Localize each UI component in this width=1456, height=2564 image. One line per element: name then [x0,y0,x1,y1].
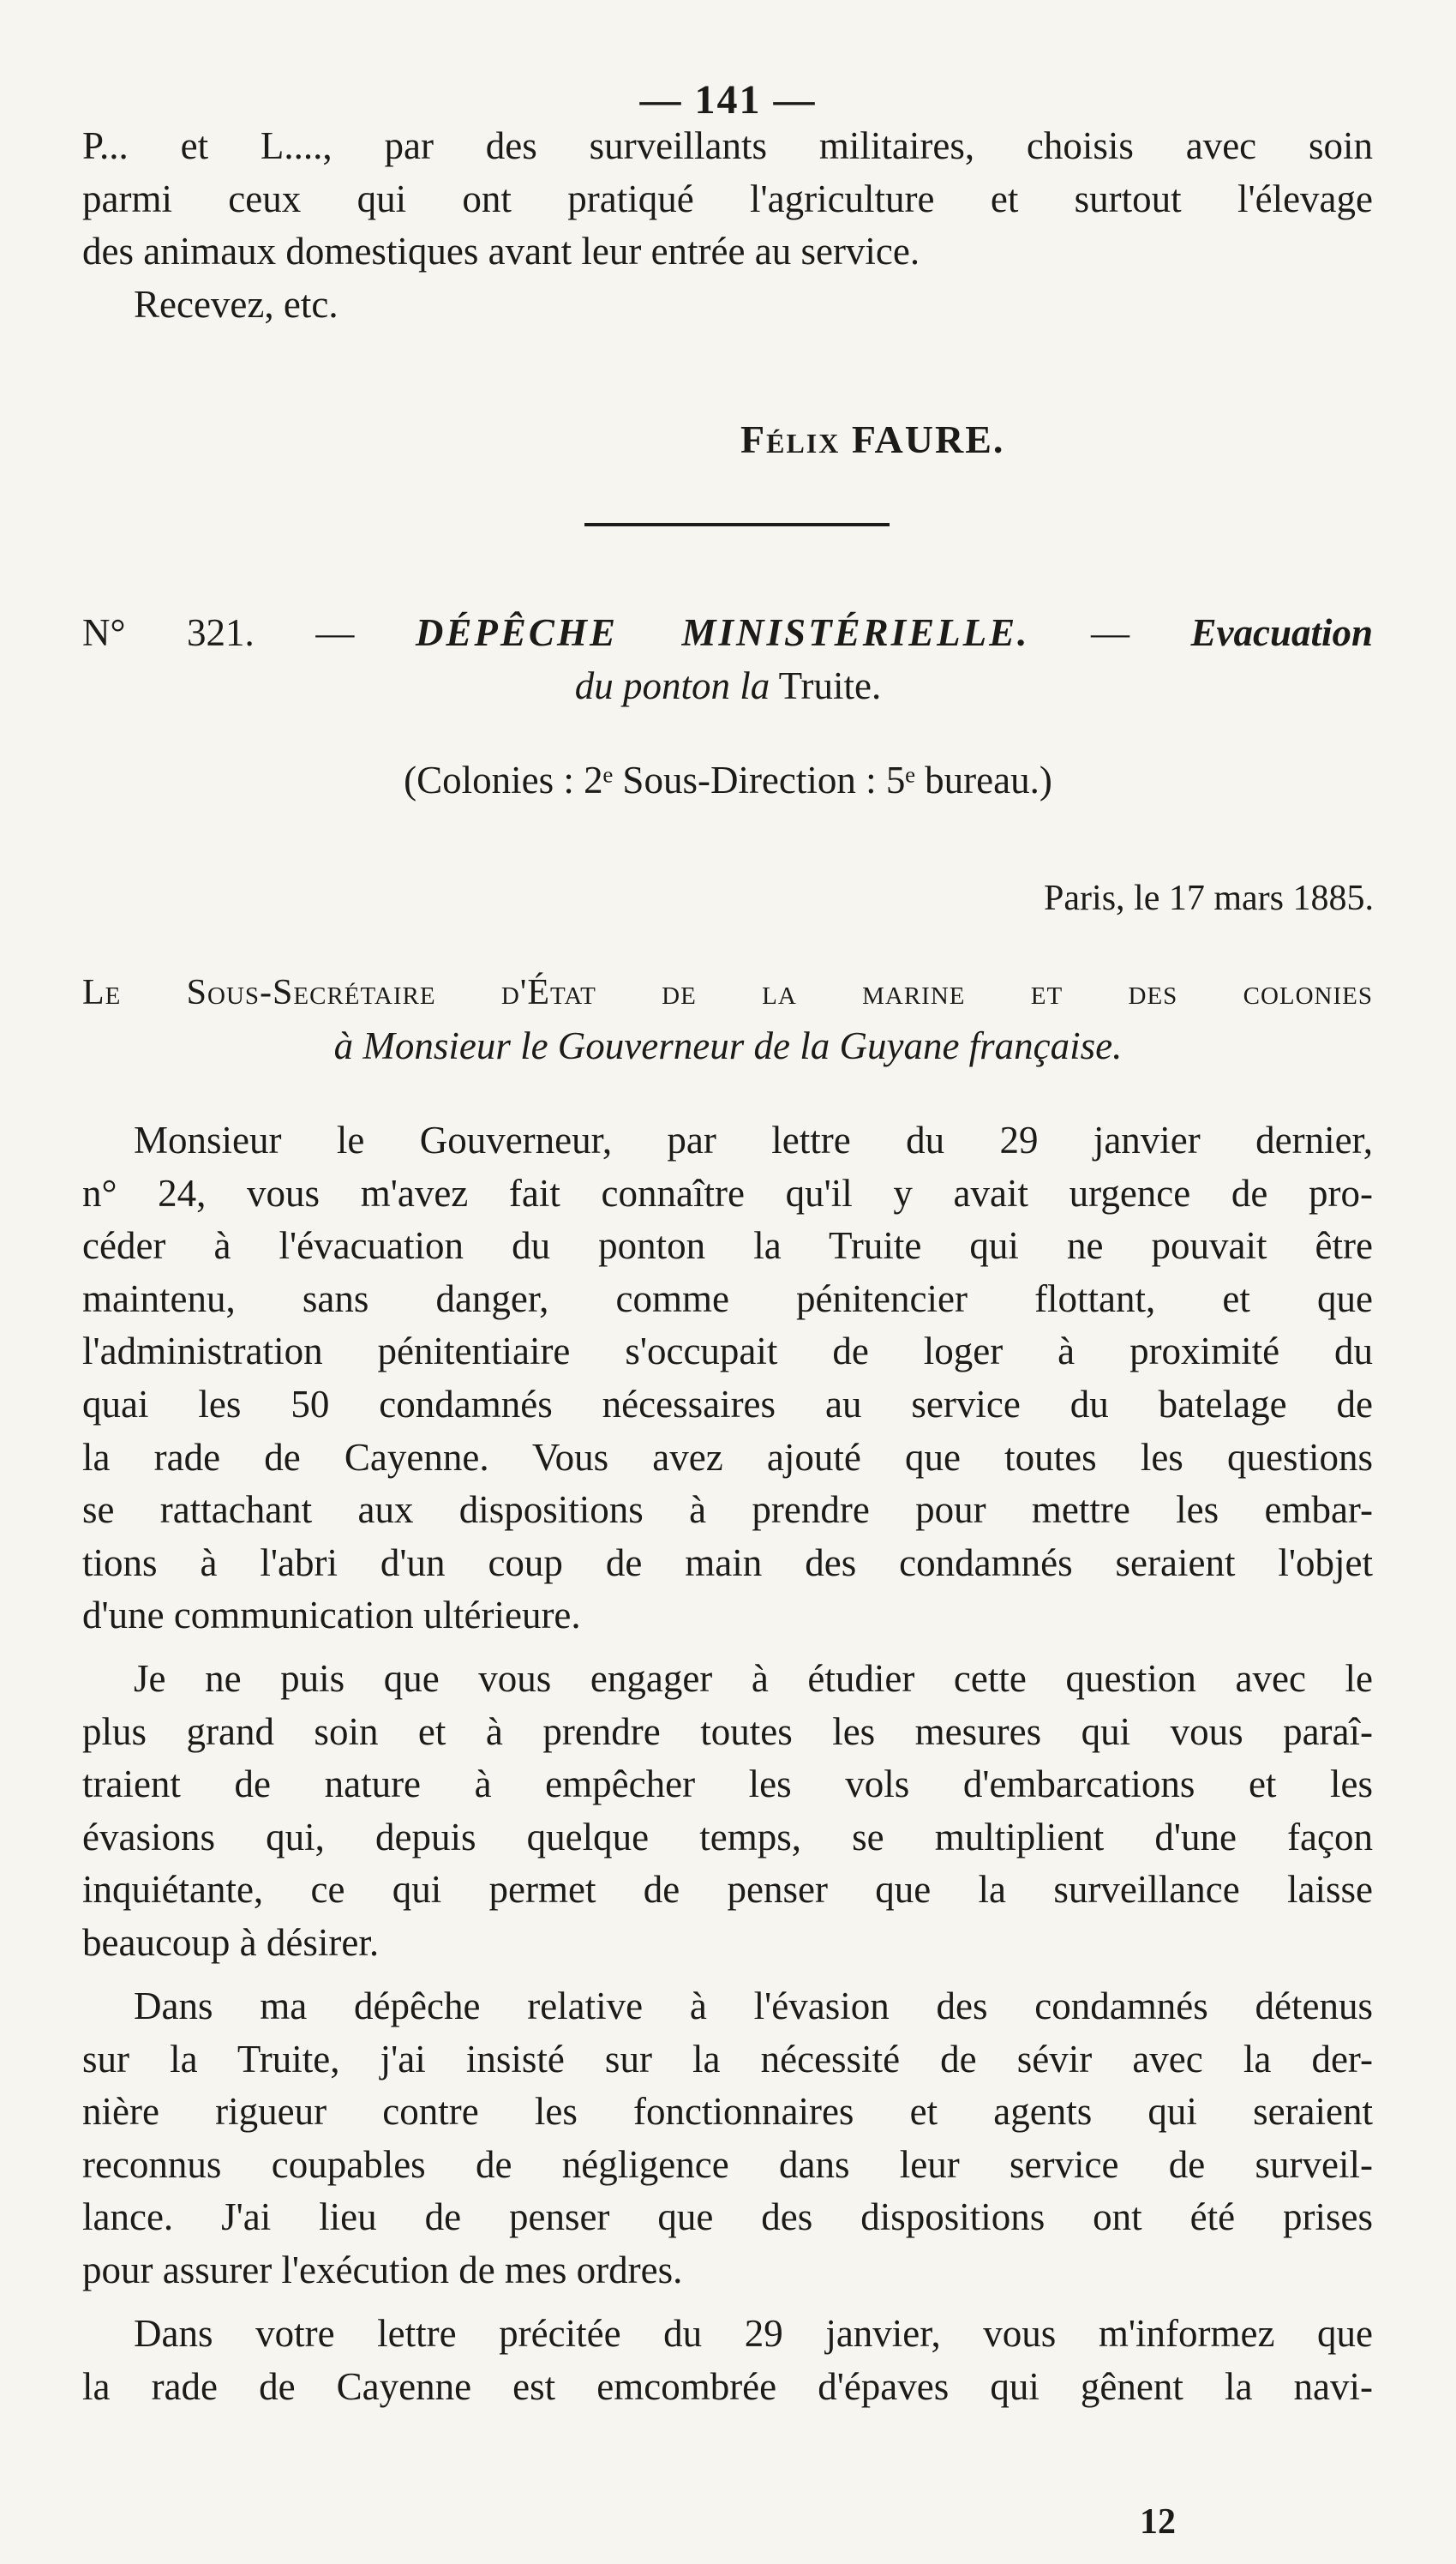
text-line: reconnus coupables de négligence dans leur service de surveil- [82,2142,1373,2186]
text-line: Je ne puis que vous engager à étudier cette question avec le [134,1657,1373,1700]
section-divider [584,523,890,526]
text-line: d'une communication ultérieure. [82,1594,581,1637]
text-line: quai les 50 condamnés nécessaires au service du batelage de [82,1382,1373,1426]
text-line: sur la Truite, j'ai insisté sur la nécessité de sévir avec la der- [82,2037,1373,2081]
text-line: P... et L...., par des surveillants militaires, choisis avec soin [82,124,1373,167]
page-number: — 141 — [639,77,817,123]
text-line: lance. J'ai lieu de penser que des dispositions ont été prises [82,2195,1373,2239]
paragraph [82,2308,1373,2413]
paragraph [82,1980,1373,2297]
dateline: Paris, le 17 mars 1885. [1044,879,1374,918]
text-line: Dans votre lettre précitée du 29 janvier, vous m'informez que [134,2312,1373,2355]
text-line: évasions qui, depuis quelque temps, se multiplient d'une façon [82,1815,1373,1858]
sheet-signature: 12 [1140,2502,1176,2542]
dispatch-subject-continued: du ponton la [574,664,770,707]
sender-line: Le Sous-Secrétaire d'État de la marine et des colonies [82,973,1373,1012]
dispatch-ship-name: Truite. [778,664,882,707]
paragraph [82,1114,1373,1642]
title-dash: — [315,611,355,654]
text-line: nière rigueur contre les fonctionnaires et agents qui seraient [82,2090,1373,2134]
text-line: plus grand soin et à prendre toutes les mesures qui vous paraî- [82,1709,1373,1753]
text-line: traient de nature à empêcher les vols d'embarcations et les [82,1762,1373,1806]
text-line: se rattachant aux dispositions à prendre pour mettre les embar- [82,1488,1373,1532]
text-line: parmi ceux qui ont pratiqué l'agriculture et surtout l'élevage [82,177,1373,220]
title-dash: — [1090,611,1129,654]
closing-formula: Recevez, etc. [134,282,339,326]
text-line: maintenu, sans danger, comme pénitencier flottant, et que [82,1276,1373,1320]
text-line: l'administration pénitentiaire s'occupait de loger à proximité du [82,1330,1373,1373]
dispatch-subject-line [0,660,1456,713]
text-line: pour assurer l'exécution de mes ordres. [82,2248,683,2291]
recipient-line: à Monsieur le Gouverneur de la Guyane française. [333,1024,1123,1067]
text-line: la rade de Cayenne est emcombrée d'épaves qui gênent la navi- [82,2364,1373,2408]
text-line: la rade de Cayenne. Vous avez ajouté que toutes les questions [82,1435,1373,1479]
text-line: Monsieur le Gouverneur, par lettre du 29 janvier dernier, [134,1119,1373,1162]
paragraph [82,1653,1373,1970]
text-line: tions à l'abri d'un coup de main des condamnés seraient l'objet [82,1540,1373,1584]
dispatch-label: DÉPÊCHE MINISTÉRIELLE. [415,611,1030,654]
text-line: des animaux domestiques avant leur entrée au service. [82,230,920,273]
dispatch-number: N° 321. [82,611,255,654]
dispatch-subject: Evacuation [1190,611,1374,654]
text-line: inquiétante, ce qui permet de penser que la surveillance laisse [82,1868,1373,1912]
text-line: Dans ma dépêche relative à l'évasion des condamnés détenus [134,1985,1373,2027]
department-line: (Colonies : 2ᵉ Sous-Direction : 5ᵉ bureau.) [404,759,1052,802]
text-line: n° 24, vous m'avez fait connaître qu'il y avait urgence de pro- [82,1171,1373,1215]
signature-last-name: FAURE. [851,417,1005,461]
top-paragraph [82,120,1373,331]
signature-first-name: Félix [740,417,841,461]
text-line: beaucoup à désirer. [82,1920,380,1964]
dispatch-title [82,607,1373,660]
text-line: céder à l'évacuation du ponton la Truite qui ne pouvait être [82,1224,1373,1268]
signature [740,413,1004,466]
